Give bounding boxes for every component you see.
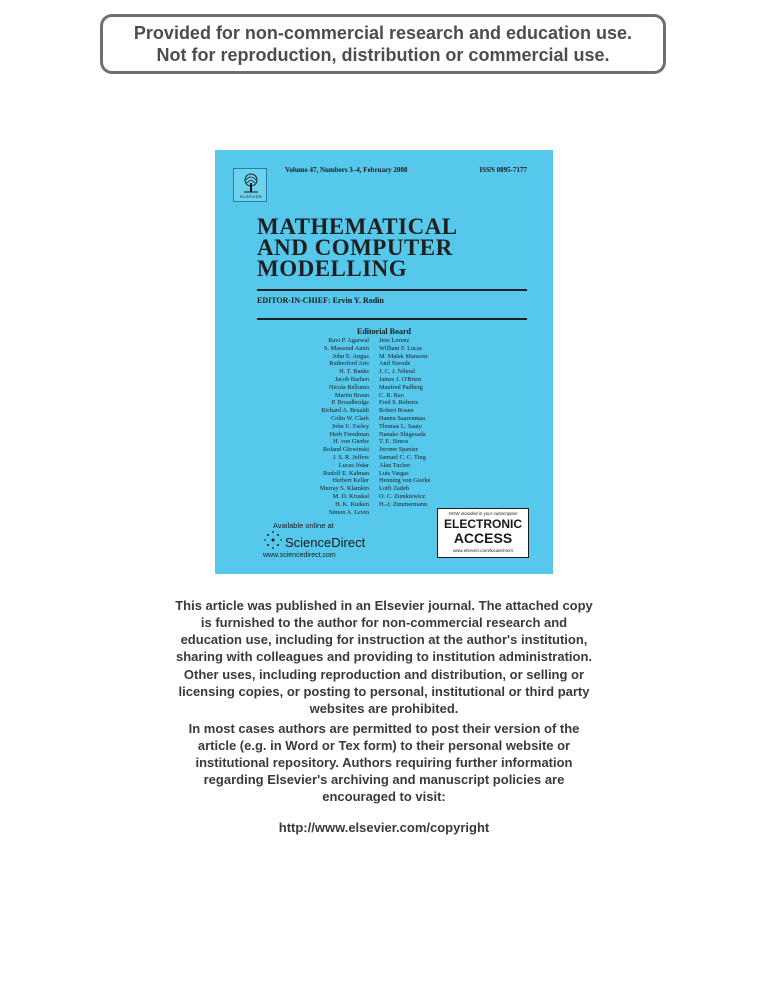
sciencedirect-url: www.sciencedirect.com — [263, 552, 336, 559]
sciencedirect-brand: ScienceDirect — [285, 535, 366, 550]
paragraph-line: websites are prohibited. — [309, 701, 459, 716]
editorial-board-member: Thomas L. Saaty — [379, 422, 422, 430]
paragraph-line: article (e.g. in Word or Tex form) to their personal website or — [197, 738, 571, 753]
editorial-board-member: P. Broadbridge — [331, 399, 369, 407]
editorial-board-heading: Editorial Board — [356, 327, 411, 336]
editorial-board-member: Luis Vargas — [379, 469, 409, 477]
editorial-board-member: Ravi P. Agarwal — [328, 337, 369, 344]
elsevier-logo — [233, 168, 267, 202]
prohibited-uses-paragraph — [0, 666, 768, 717]
elsevier-logo-text: ELSEVIER — [240, 194, 262, 199]
editorial-board-member: H. T. Banks — [339, 368, 369, 376]
paragraph-line: encouraged to visit: — [322, 789, 446, 804]
paragraph-line: education use, including for instruction at the author's institution, — [180, 632, 588, 647]
editorial-board-member: M. D. Kruskal — [332, 492, 369, 500]
editorial-board-member: Lotfi Zadeh — [379, 485, 409, 493]
electronic-access-line-2: ACCESS — [453, 530, 513, 546]
editorial-board-member: Lucas Jódar — [338, 461, 369, 469]
editorial-board-member: Martin Braun — [334, 391, 369, 399]
journal-cover — [215, 150, 553, 574]
volume-info: Volume 47, Numbers 3–4, February 2008 — [285, 166, 408, 174]
editorial-board-member: S. Massoud Amin — [324, 344, 369, 352]
editorial-board-member: Jerome Spanier — [379, 446, 418, 454]
editorial-board-member: Jens Lorenz — [379, 337, 410, 344]
editorial-board-member: Roland Glowinski — [322, 446, 369, 454]
editorial-board-member: C. R. Rao — [379, 391, 404, 399]
notice-line-1: Provided for non-commercial research and education use. — [133, 23, 633, 43]
editorial-board-member: T. E. Simos — [379, 438, 409, 446]
editorial-board-member: J. C. J. Nihoul — [379, 368, 416, 376]
paragraph-line: This article was published in an Elsevier journal. The attached copy — [175, 598, 593, 613]
editorial-board-member: Manfred Padberg — [379, 383, 423, 391]
editorial-board-member: Murray S. Klamkin — [319, 485, 369, 493]
editorial-board-member: Simon A. Levin — [328, 508, 369, 516]
electronic-access-line-1: ELECTRONIC — [444, 517, 522, 531]
board-divider — [257, 318, 527, 320]
paragraph-line: is furnished to the author for non-commercial research and — [200, 615, 568, 630]
editorial-board-member: William F. Lucas — [379, 344, 423, 352]
editorial-board-member: Fred S. Roberts — [379, 399, 419, 407]
editorial-board-member: Samuel C. C. Ting — [379, 453, 426, 461]
available-online-label: Available online at — [273, 521, 334, 530]
editorial-board-member: Henning von Gierke — [379, 477, 431, 485]
editorial-board-member: John E. Angus — [332, 352, 369, 360]
sciencedirect-icon — [263, 529, 283, 551]
paragraph-line: institutional repository. Authors requiring further information — [195, 755, 573, 770]
editorial-board-member: O. C. Zienkiewicz — [379, 492, 426, 500]
electronic-access-badge — [437, 508, 529, 558]
paragraph-line: In most cases authors are permitted to post their version of the — [188, 721, 580, 736]
editorial-board-member: James J. O'Brien — [379, 375, 422, 383]
editorial-board-member: Anil Nerode — [379, 360, 411, 368]
author-permissions-paragraph — [0, 720, 768, 805]
editorial-board-member: Nanako Shigesada — [379, 430, 426, 438]
electronic-access-url: www.elsevier.com/locate/mcm — [452, 548, 514, 553]
journal-title-line-1: MATHEMATICAL — [257, 214, 458, 239]
editorial-board-member: Jacob Barhen — [334, 375, 369, 383]
editor-in-chief: EDITOR-IN-CHIEF: Ervin Y. Rodin — [257, 296, 384, 305]
editorial-board-member: H.-J. Zimmermann — [379, 500, 428, 508]
paragraph-line: Other uses, including reproduction and distribution, or selling or — [183, 667, 585, 682]
editorial-board-member: Richard A. Brualdi — [321, 407, 369, 415]
title-divider — [257, 289, 527, 291]
editorial-board-member: M. Malek Mansour — [379, 352, 428, 360]
editorial-board-member: Rudolf E. Kalman — [323, 469, 369, 477]
publication-notice-paragraph — [0, 597, 768, 665]
editorial-board-member: Hannu Saarenmaa — [379, 414, 425, 422]
usage-notice-box — [100, 14, 666, 74]
editorial-board-member: Colin W. Clark — [331, 414, 369, 422]
editorial-board-member: Nicola Bellomo — [328, 383, 369, 391]
editorial-board-member: Robert Rosen — [379, 407, 414, 415]
tree-icon — [240, 172, 262, 194]
journal-title-line-2: AND COMPUTER — [257, 235, 453, 260]
copyright-link[interactable]: http://www.elsevier.com/copyright — [278, 820, 490, 835]
editorial-board-left-column — [320, 337, 369, 516]
editorial-board-member: Alan Tucker — [379, 461, 411, 469]
issn: ISSN 0895-7177 — [479, 166, 527, 174]
journal-title — [257, 216, 458, 279]
notice-line-2: Not for reproduction, distribution or commercial use. — [156, 45, 610, 65]
editorial-board-member: H. K. Kuiken — [335, 500, 369, 508]
editorial-board-member: Rutherford Aris — [329, 360, 369, 368]
editorial-board-right-column — [379, 337, 430, 509]
journal-title-line-3: MODELLING — [257, 256, 408, 281]
paragraph-line: regarding Elsevier's archiving and manuscript policies are — [203, 772, 565, 787]
editorial-board-member: John U. Farley — [331, 422, 369, 430]
editorial-board-member: Herb Freedman — [329, 430, 369, 438]
editorial-board-member: Herbert Keller — [332, 477, 369, 485]
electronic-access-now-text: NOW included in your subscription — [448, 511, 518, 516]
editorial-board-member: H. von Gierke — [333, 438, 369, 446]
editorial-board-member: J. S. R. Jeffers — [332, 453, 369, 461]
paragraph-line: sharing with colleagues and providing to institution administration. — [175, 649, 593, 664]
paragraph-line: licensing copies, or posting to personal, institutional or third party — [178, 684, 590, 699]
